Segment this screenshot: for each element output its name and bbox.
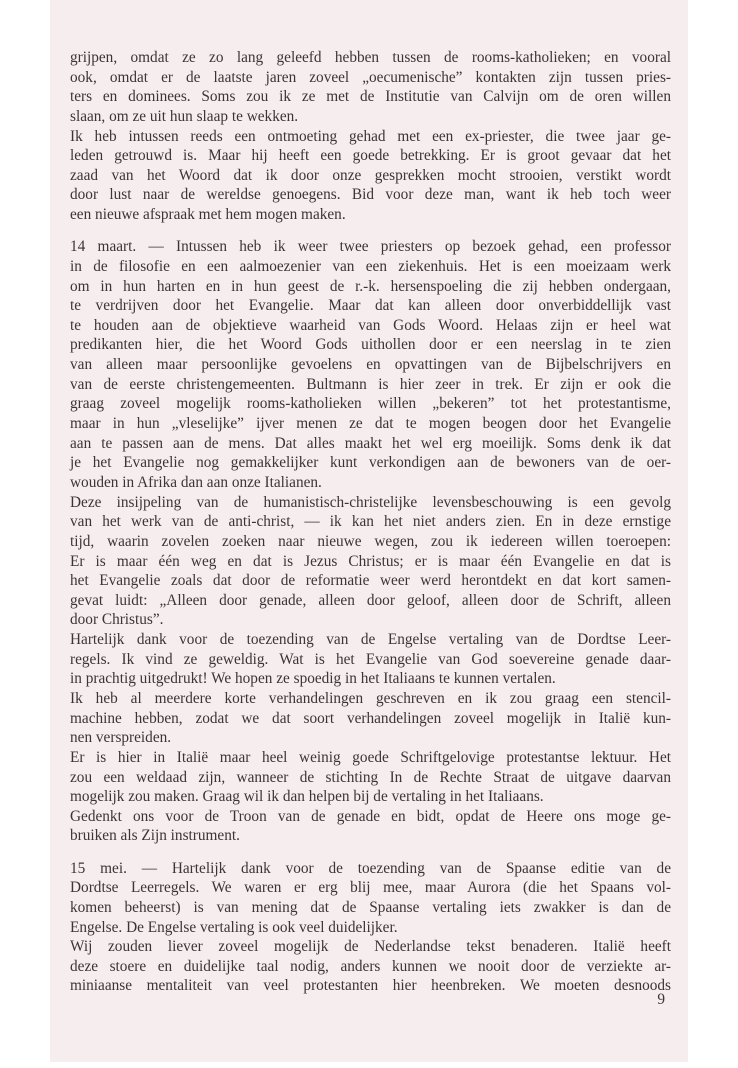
text-line: 15 mei. — Hartelijk dank voor de toezending van de Spaanse editie van de [70, 859, 671, 877]
text-line: mogelijk zou maken. Graag wil ik dan helpen bij de vertaling in het Italiaans. [70, 788, 544, 806]
text-line: door lust naar de wereldse genoegens. Bid voor deze man, want ik heb toch weer [70, 186, 671, 204]
text-line: van het werk van de anti-christ, — ik kan het niet anders zien. En in deze ernstige [70, 513, 671, 531]
text-line: Er is hier in Italië maar heel weinig goede Schriftgelovige protestantse lektuur. Het [70, 748, 671, 766]
text-line: Hartelijk dank voor de toezending van de Engelse vertaling van de Dordtse Leer- [70, 631, 671, 649]
text-line: om in hun harten en in hun geest de r.-k. hersenspoeling die zij hebben ondergaan, [70, 277, 671, 295]
paragraph [70, 689, 671, 748]
text-line: leden getrouwd is. Maar hij heeft een goede betrekking. Er is groot gevaar dat het [70, 147, 671, 165]
text-line: gevat luidt: „Alleen door genade, alleen door geloof, alleen door de Schrift, alleen [70, 591, 671, 609]
page-body-text [70, 48, 671, 996]
text-line: slaan, om ze uit hun slaap te wekken. [70, 107, 299, 125]
paragraph [70, 748, 671, 807]
text-line: 14 maart. — Intussen heb ik weer twee priesters op bezoek gehad, een professor [70, 238, 671, 256]
text-line: zou een weldaad zijn, wanneer de stichting In de Rechte Straat de uitgave daarvan [70, 768, 671, 786]
text-line: aan te passen aan de mens. Dat alles maakt het wel erg moeilijk. Soms denk ik dat [70, 434, 671, 452]
text-line: door Christus”. [70, 611, 164, 629]
text-line: machine hebben, zodat we dat soort verhandelingen zoveel mogelijk in Italië kun- [70, 709, 671, 727]
text-line: Engelse. De Engelse vertaling is ook veel duidelijker. [70, 918, 398, 936]
text-line: Dordtse Leerregels. We waren er erg blij mee, maar Aurora (die het Spaans vol- [70, 879, 671, 897]
letter-section [70, 859, 671, 996]
text-line: graag zoveel mogelijk rooms-katholieken willen „bekeren” tot het protestantisme, [70, 395, 671, 413]
text-line: regels. Ik vind ze geweldig. Wat is het Evangelie van God soevereine genade daar- [70, 650, 671, 668]
text-line: wouden in Afrika dan aan onze Italianen. [70, 473, 322, 491]
text-line: zaad van het Woord dat ik door onze gesprekken mocht strooien, verstikt wordt [70, 166, 671, 184]
paragraph [70, 127, 671, 225]
text-line: Wij zouden liever zoveel mogelijk de Nederlandse tekst benaderen. Italië heeft [70, 938, 671, 956]
text-line: deze stoere en duidelijke taal nodig, anders kunnen we nooit door de verziekte ar- [70, 957, 671, 975]
text-line: in de filosofie en een aalmoezenier van een ziekenhuis. Het is een moeizaam werk [70, 257, 671, 275]
text-line: ters en dominees. Soms zou ik ze met de Institutie van Calvijn om de oren willen [70, 88, 671, 106]
text-line: Ik heb al meerdere korte verhandelingen geschreven en ik zou graag een stencil- [70, 690, 671, 707]
text-line: tijd, waarin zovelen zoeken naar nieuwe wegen, zou ik iedereen willen toeroepen: [70, 532, 671, 550]
paragraph [70, 937, 671, 996]
text-line: nen verspreiden. [70, 729, 172, 747]
text-line: het Evangelie zoals dat door de reformatie weer werd herontdekt en dat kort samen- [70, 572, 671, 590]
text-line: je het Evangelie nog gemakkelijker kunt verkondigen aan de bewoners van de oer- [70, 454, 671, 472]
text-line: van alleen maar persoonlijke gevoelens en opvattingen van de Bijbelschrijvers en [70, 356, 671, 374]
page-number: 9 [657, 991, 665, 1008]
text-line: van de eerste christengemeenten. Bultmann is hier zeer in trek. Er zijn er ook die [70, 375, 671, 393]
text-line: komen beheerst) is van mening dat de Spaanse vertaling iets zwakker is dan de [70, 898, 671, 916]
text-line: een nieuwe afspraak met hem mogen maken. [70, 206, 346, 224]
paragraph [70, 237, 671, 492]
paragraph [70, 48, 671, 127]
letter-section [70, 237, 671, 846]
text-line: predikanten hier, die het Woord Gods uithollen door er een neerslag in te zien [70, 336, 671, 354]
letter-section [70, 48, 671, 225]
paragraph [70, 630, 671, 689]
text-line: Ik heb intussen reeds een ontmoeting gehad met een ex-priester, die twee jaar ge- [70, 127, 671, 145]
text-line: bruiken als Zijn instrument. [70, 827, 240, 845]
text-line: in prachtig uitgedrukt! We hopen ze spoedig in het Italiaans te kunnen vertalen. [70, 670, 556, 688]
text-line: te houden aan de objektieve waarheid van Gods Woord. Helaas zijn er heel wat [70, 316, 671, 334]
paragraph [70, 859, 671, 938]
text-line: Er is maar één weg en dat is Jezus Christus; er is maar één Evangelie en dat is [70, 552, 671, 570]
text-line: Deze insijpeling van de humanistisch-christelijke levensbeschouwing is een gevolg [70, 493, 671, 511]
text-line: Gedenkt ons voor de Troon van de genade en bidt, opdat de Heere ons moge ge- [70, 807, 671, 825]
paragraph [70, 807, 671, 846]
text-line: te verdrijven door het Evangelie. Maar dat kan alleen door onverbiddellijk vast [70, 297, 671, 315]
text-line: maar in hun „vleselijke” ijver menen ze dat te mogen beogen door het Evangelie [70, 415, 671, 433]
text-line: grijpen, omdat ze zo lang geleefd hebben tussen de rooms-katholieken; en vooral [70, 49, 671, 66]
paragraph [70, 493, 671, 630]
text-line: miniaanse mentaliteit van veel protestanten hier heenbreken. We moeten desnoods [70, 977, 671, 995]
text-line: ook, omdat er de laatste jaren zoveel „oecumenische” kontakten zijn tussen pries- [70, 68, 671, 86]
